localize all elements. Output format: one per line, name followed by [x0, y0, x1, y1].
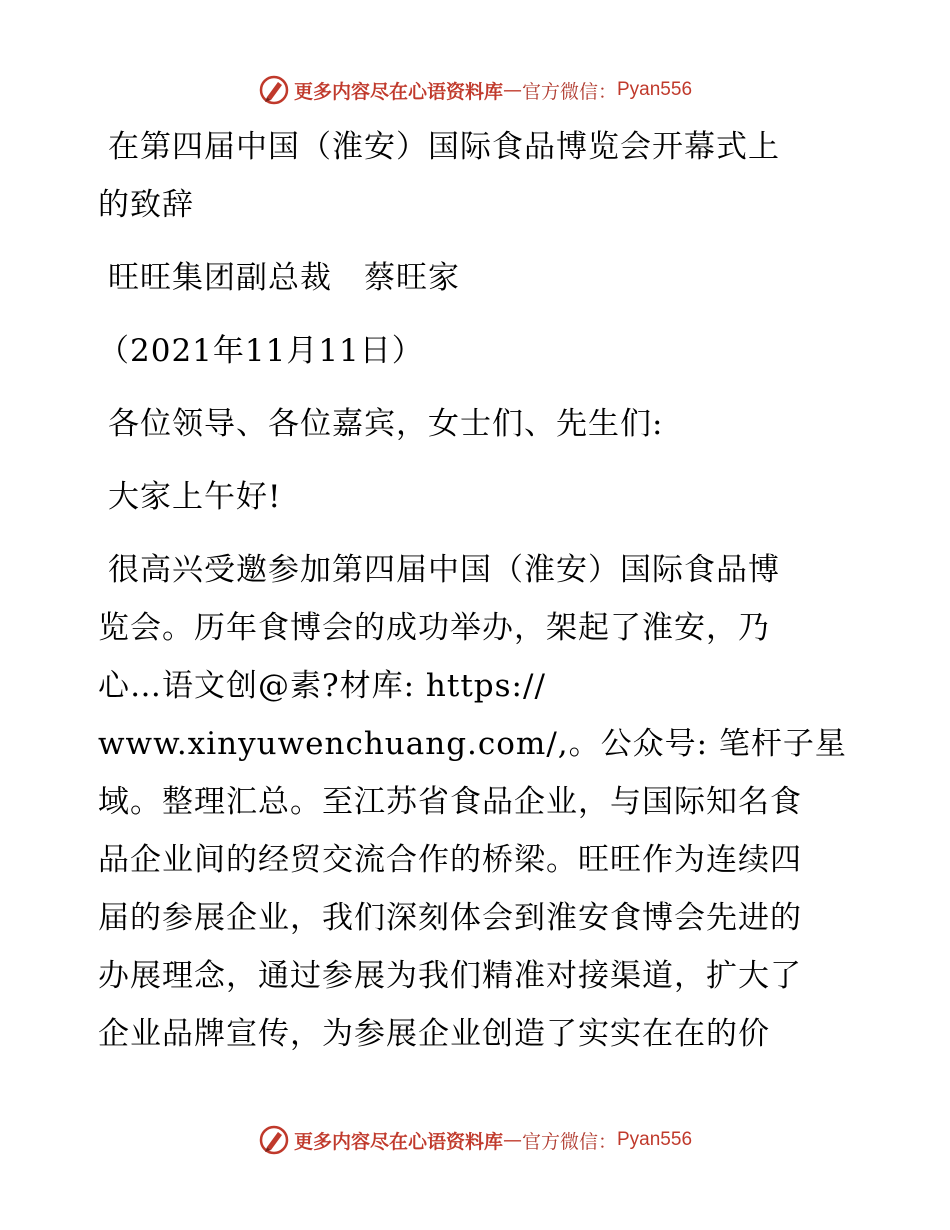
pen-logo-icon: [258, 1124, 290, 1156]
banner-wechat-id: Pyan556: [617, 79, 693, 100]
title-line-1: 在第四届中国（淮安）国际食品博览会开幕式上: [108, 129, 780, 165]
salutation-line: 各位领导、各位嘉宾，女士们、先生们:: [108, 406, 664, 442]
body-line: 览会。历年食博会的成功举办，架起了淮安，乃: [98, 610, 770, 646]
body-line: www.xinyuwenchuang.com/,。公众号: 笔杆子星: [98, 726, 847, 762]
body-line: 很高兴受邀参加第四届中国（淮安）国际食品博: [108, 552, 780, 588]
body-line: 办展理念，通过参展为我们精准对接渠道，扩大了: [98, 958, 802, 994]
pen-logo-icon: [258, 74, 290, 106]
banner-separator: —: [502, 79, 522, 101]
author-line: 旺旺集团副总裁 蔡旺家: [108, 260, 460, 296]
banner-text: 更多内容尽在心语资料库: [293, 80, 503, 103]
footer-banner: [0, 1120, 950, 1160]
banner-wechat-id: Pyan556: [617, 1129, 693, 1150]
title-line-2: 的致辞: [98, 187, 194, 223]
document-body: [98, 118, 858, 1063]
body-line: 企业品牌宣传，为参展企业创造了实实在在的价: [98, 1016, 770, 1052]
greeting-line: 大家上午好!: [108, 479, 282, 515]
date-line: （2021年11月11日）: [98, 333, 424, 369]
banner-wechat-label: 官方微信：: [521, 80, 617, 103]
banner-wechat-label: 官方微信：: [521, 1130, 617, 1153]
body-line: 届的参展企业，我们深刻体会到淮安食博会先进的: [98, 900, 802, 936]
body-line: 域。整理汇总。至江苏省食品企业，与国际知名食: [98, 784, 802, 820]
body-line: 品企业间的经贸交流合作的桥梁。旺旺作为连续四: [98, 842, 802, 878]
banner-text: 更多内容尽在心语资料库: [293, 1130, 503, 1153]
body-line: 心…语文创@素?材库: https://: [98, 668, 546, 704]
banner-separator: —: [502, 1129, 522, 1151]
header-banner: [0, 70, 950, 110]
